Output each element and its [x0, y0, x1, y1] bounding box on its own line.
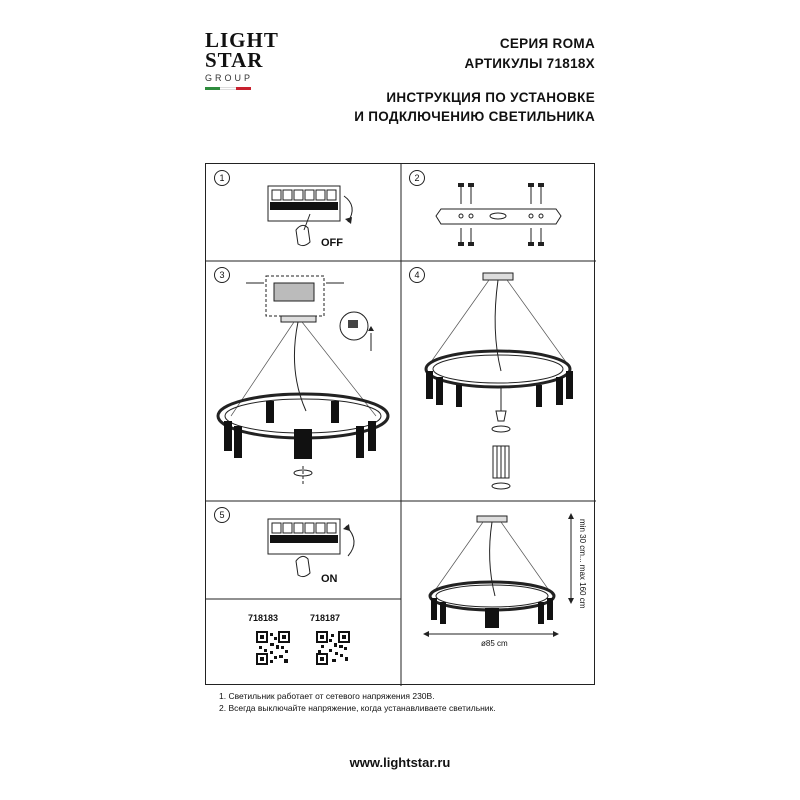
logo-line-3: GROUP — [205, 73, 254, 83]
breaker-on-illustration — [206, 501, 401, 599]
step-5-panel — [206, 501, 401, 599]
series-name: СЕРИЯ ROMA — [499, 36, 595, 51]
step-number: 1 — [214, 170, 230, 186]
breaker-off-illustration — [206, 164, 401, 261]
lamp-install-illustration — [401, 261, 596, 501]
step-number: 5 — [214, 507, 230, 523]
step-number: 4 — [409, 267, 425, 283]
title-line-2: И ПОДКЛЮЧЕНИЮ СВЕТИЛЬНИКА — [354, 109, 595, 124]
document-header — [354, 34, 595, 126]
logo-line-2: STAR — [205, 48, 264, 72]
qr-code-icon — [316, 631, 350, 665]
wiring-illustration — [206, 261, 401, 501]
note-1: 1. Светильник работает от сетевого напряжения 230В. — [219, 691, 435, 701]
step-number: 2 — [409, 170, 425, 186]
lamp-dimensions-illustration — [401, 501, 596, 674]
instruction-grid — [205, 163, 595, 685]
step-2-panel — [401, 164, 596, 261]
brand-logo — [205, 30, 278, 90]
article-code-2: 718187 — [310, 613, 341, 623]
step-3-panel — [206, 261, 401, 501]
article-codes: АРТИКУЛЫ 71818X — [464, 56, 595, 71]
logo-line-1: LIGHT — [205, 28, 279, 52]
article-code-1: 718183 — [248, 613, 279, 623]
italian-flag-icon — [205, 87, 251, 90]
step-number: 3 — [214, 267, 230, 283]
website-link[interactable]: www.lightstar.ru — [349, 755, 451, 770]
diameter-label: ø85 cm — [481, 639, 508, 648]
article-qr-panel — [206, 599, 401, 674]
qr-code-icon — [256, 631, 290, 665]
title-line-1: ИНСТРУКЦИЯ ПО УСТАНОВКЕ — [386, 90, 595, 105]
off-label: OFF — [321, 237, 343, 249]
on-label: ON — [321, 573, 338, 585]
step-4-panel — [401, 261, 596, 501]
mounting-bracket-illustration — [401, 164, 596, 261]
note-2: 2. Всегда выключайте напряжение, когда устанавливаете светильник. — [219, 703, 496, 713]
step-1-panel — [206, 164, 401, 261]
dimensions-panel — [401, 501, 596, 674]
height-dimension-label: min 30 cm... max 160 cm — [578, 519, 587, 609]
